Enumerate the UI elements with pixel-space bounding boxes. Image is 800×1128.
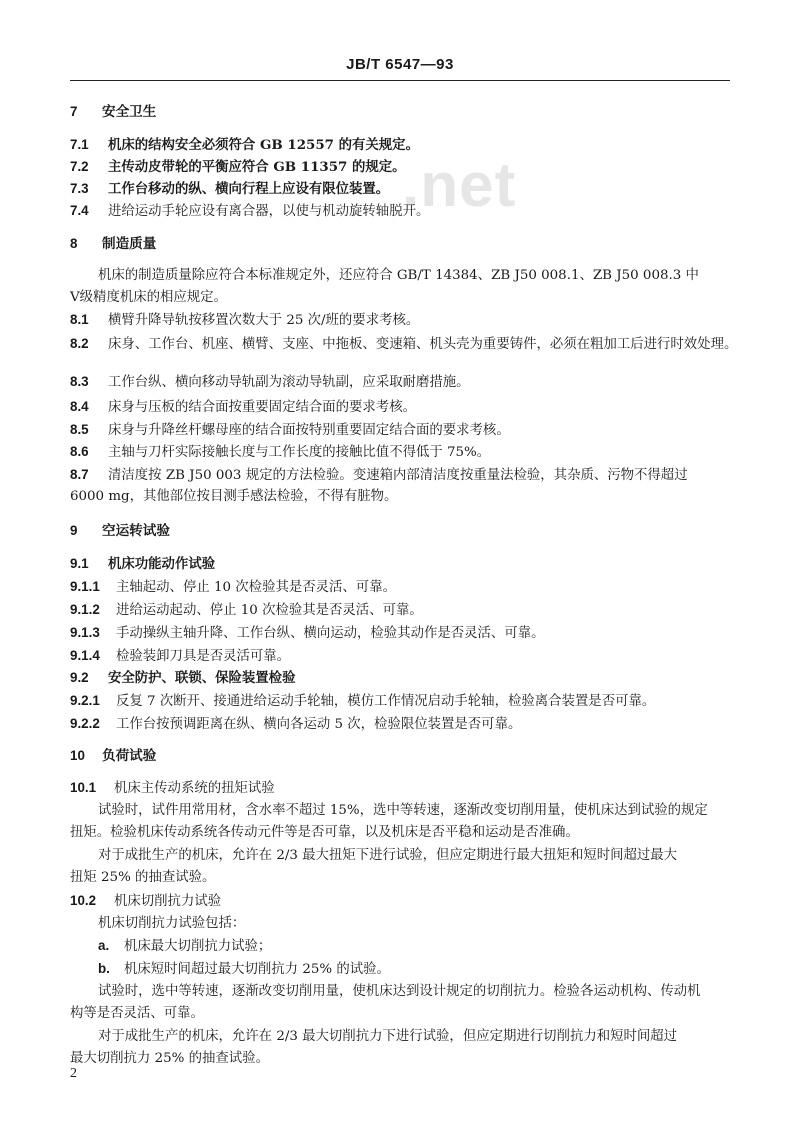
section-number: 10 xyxy=(70,748,85,763)
clause-text: 主轴起动、停止 10 次检验其是否灵活、可靠。 xyxy=(116,580,396,595)
list-label: b. xyxy=(98,961,110,976)
clause-text: 机床功能动作试验 xyxy=(108,556,216,572)
clause-number: 8.6 xyxy=(70,444,89,459)
clause-text: 手动操纵主轴升降、工作台纵、横向运动，检验其动作是否灵活、可靠。 xyxy=(116,626,545,641)
clause-number: 7.3 xyxy=(70,181,89,196)
clause-text: 床身与升降丝杆螺母座的结合面按特别重要固定结合面的要求考核。 xyxy=(108,423,510,438)
clause-10-2-para-1-line-2: 构等是否灵活、可靠。 xyxy=(70,1006,204,1021)
clause-8-2 xyxy=(70,335,750,354)
clause-10-1-para-1-line-2: 扭矩。检验机床传动系统各传动元件等是否可靠，以及机床是否平稳和运动是否准确。 xyxy=(70,825,579,840)
clause-number: 8.3 xyxy=(70,374,89,389)
clause-text: 检验装卸刀具是否灵活可靠。 xyxy=(116,649,291,664)
clause-text: 机床切削抗力试验 xyxy=(114,894,222,909)
standard-code-header: JB/T 6547—93 xyxy=(346,56,454,73)
clause-text: 工作台纵、横向移动导轨副为滚动导轨副，应采取耐磨措施。 xyxy=(108,375,470,390)
clause-text: 主轴与刀杆实际接触长度与工作长度的接触比值不得低于 75%。 xyxy=(108,445,491,460)
list-text: 机床最大切削抗力试验； xyxy=(124,939,272,954)
clause-7-4 xyxy=(70,202,750,221)
clause-10-2-para-2-line-2: 最大切削抗力 25% 的抽查试验。 xyxy=(70,1051,269,1066)
clause-10-2-para-1-line-1: 试验时，选中等转速，逐渐改变切削用量，使机床达到设计规定的切削抗力。检验各运动机构、传动机 xyxy=(98,984,701,999)
clause-text: 机床主传动系统的扭矩试验 xyxy=(114,781,275,796)
clause-number: 8.2 xyxy=(70,336,89,351)
clause-text: 床身与压板的结合面按重要固定结合面的要求考核。 xyxy=(108,400,416,415)
section-10-heading xyxy=(70,747,750,765)
clause-number: 7.1 xyxy=(70,137,89,152)
clause-number: 8.1 xyxy=(70,312,89,327)
clause-number: 9.2 xyxy=(70,670,89,685)
clause-10-1-para-2-line-2: 扭矩 25% 的抽查试验。 xyxy=(70,870,216,885)
section-8-heading xyxy=(70,235,750,253)
clause-text: 床身、工作台、机座、横臂、支座、中拖板、变速箱、机头壳为重要铸件，必须在粗加工后进行时效处理。 xyxy=(108,337,738,352)
clause-9-2 xyxy=(70,669,750,688)
clause-text: 清洁度按 ZB J50 003 规定的方法检验。变速箱内部清洁度按重量法检验，其杂质、污物不得超过 xyxy=(108,468,688,483)
section-number: 8 xyxy=(70,236,78,251)
section-7-heading xyxy=(70,103,750,121)
clause-10-2-para-2-line-1: 对于成批生产的机床，允许在 2/3 最大切削抗力下进行试验，但应定期进行切削抗力和短时间超过 xyxy=(98,1029,678,1044)
clause-number: 8.5 xyxy=(70,422,89,437)
list-item-a xyxy=(70,937,778,956)
clause-8-3 xyxy=(70,373,750,392)
clause-8-5 xyxy=(70,421,750,440)
clause-9-1-1 xyxy=(70,578,750,597)
clause-number: 7.4 xyxy=(70,203,89,218)
clause-text: 安全防护、联锁、保险装置检验 xyxy=(108,670,296,686)
clause-10-1-para-2-line-1: 对于成批生产的机床，允许在 2/3 最大扭矩下进行试验，但应定期进行最大扭矩和短时间超过最大 xyxy=(98,848,678,863)
clause-10-2 xyxy=(70,892,750,911)
clause-8-7 xyxy=(70,466,750,485)
clause-8-7-continued: 6000 mg，其他部位按目测手感法检验，不得有脏物。 xyxy=(70,489,398,504)
list-label: a. xyxy=(98,938,110,953)
clause-10-2-intro: 机床切削抗力试验包括： xyxy=(98,916,246,931)
list-item-b xyxy=(70,960,778,979)
clause-text: 反复 7 次断开、接通进给运动手轮轴，模仿工作情况启动手轮轴，检验离合装置是否可靠。 xyxy=(116,694,656,709)
header-rule xyxy=(70,80,730,81)
clause-10-1 xyxy=(70,779,750,798)
clause-9-1-3 xyxy=(70,624,750,643)
section-number: 9 xyxy=(70,523,78,538)
section-title: 空运转试验 xyxy=(102,523,170,539)
page-number: 2 xyxy=(70,1066,77,1081)
clause-7-1 xyxy=(70,136,750,155)
clause-text: 工作台按预调距离在纵、横向各运动 5 次，检验限位装置是否可靠。 xyxy=(116,717,522,732)
clause-number: 9.1.4 xyxy=(70,648,100,663)
list-text: 机床短时间超过最大切削抗力 25% 的试验。 xyxy=(124,962,390,977)
clause-9-1-2 xyxy=(70,601,750,620)
section-8-intro-line-2: Ⅴ级精度机床的相应规定。 xyxy=(70,290,227,305)
clause-8-6 xyxy=(70,443,750,462)
clause-text: 进给运动手轮应设有离合器，以使与机动旋转轴脱开。 xyxy=(108,204,430,219)
clause-9-2-1 xyxy=(70,692,750,711)
clause-text: 进给运动起动、停止 10 次检验其是否灵活、可靠。 xyxy=(116,603,423,618)
clause-number: 7.2 xyxy=(70,159,89,174)
clause-9-1-4 xyxy=(70,647,750,666)
clause-number: 9.2.2 xyxy=(70,716,100,731)
section-title: 制造质量 xyxy=(102,236,157,252)
clause-number: 9.1.2 xyxy=(70,602,100,617)
clause-number: 10.2 xyxy=(70,893,97,908)
section-title: 安全卫生 xyxy=(102,104,157,120)
clause-8-1 xyxy=(70,311,750,330)
clause-number: 9.2.1 xyxy=(70,693,100,708)
clause-7-2 xyxy=(70,158,750,177)
clause-text: 横臂升降导轨按移置次数大于 25 次/班的要求考核。 xyxy=(108,313,420,328)
section-title: 负荷试验 xyxy=(102,748,157,764)
clause-number: 10.1 xyxy=(70,780,97,795)
section-9-heading xyxy=(70,522,750,540)
watermark: .net xyxy=(402,151,517,220)
clause-9-2-2 xyxy=(70,715,750,734)
clause-text: 机床的结构安全必须符合 GB 12557 的有关规定。 xyxy=(108,137,419,153)
clause-text: 工作台移动的纵、横向行程上应设有限位装置。 xyxy=(108,181,390,197)
section-number: 7 xyxy=(70,104,78,119)
clause-number: 9.1 xyxy=(70,556,89,571)
section-8-intro-line-1: 机床的制造质量除应符合本标准规定外，还应符合 GB/T 14384、ZB J50 008.1、ZB J50 008.3 中 xyxy=(98,268,699,283)
clause-9-1 xyxy=(70,555,750,574)
clause-number: 8.4 xyxy=(70,399,89,414)
clause-number: 9.1.3 xyxy=(70,625,100,640)
clause-text: 主传动皮带轮的平衡应符合 GB 11357 的规定。 xyxy=(108,159,406,175)
clause-7-3 xyxy=(70,180,750,199)
clause-8-4 xyxy=(70,398,750,417)
clause-10-1-para-1-line-1: 试验时，试件用常用材，含水率不超过 15%，选中等转速，逐渐改变切削用量，使机床达到试验的规定 xyxy=(98,803,708,818)
clause-number: 9.1.1 xyxy=(70,579,100,594)
clause-number: 8.7 xyxy=(70,467,89,482)
